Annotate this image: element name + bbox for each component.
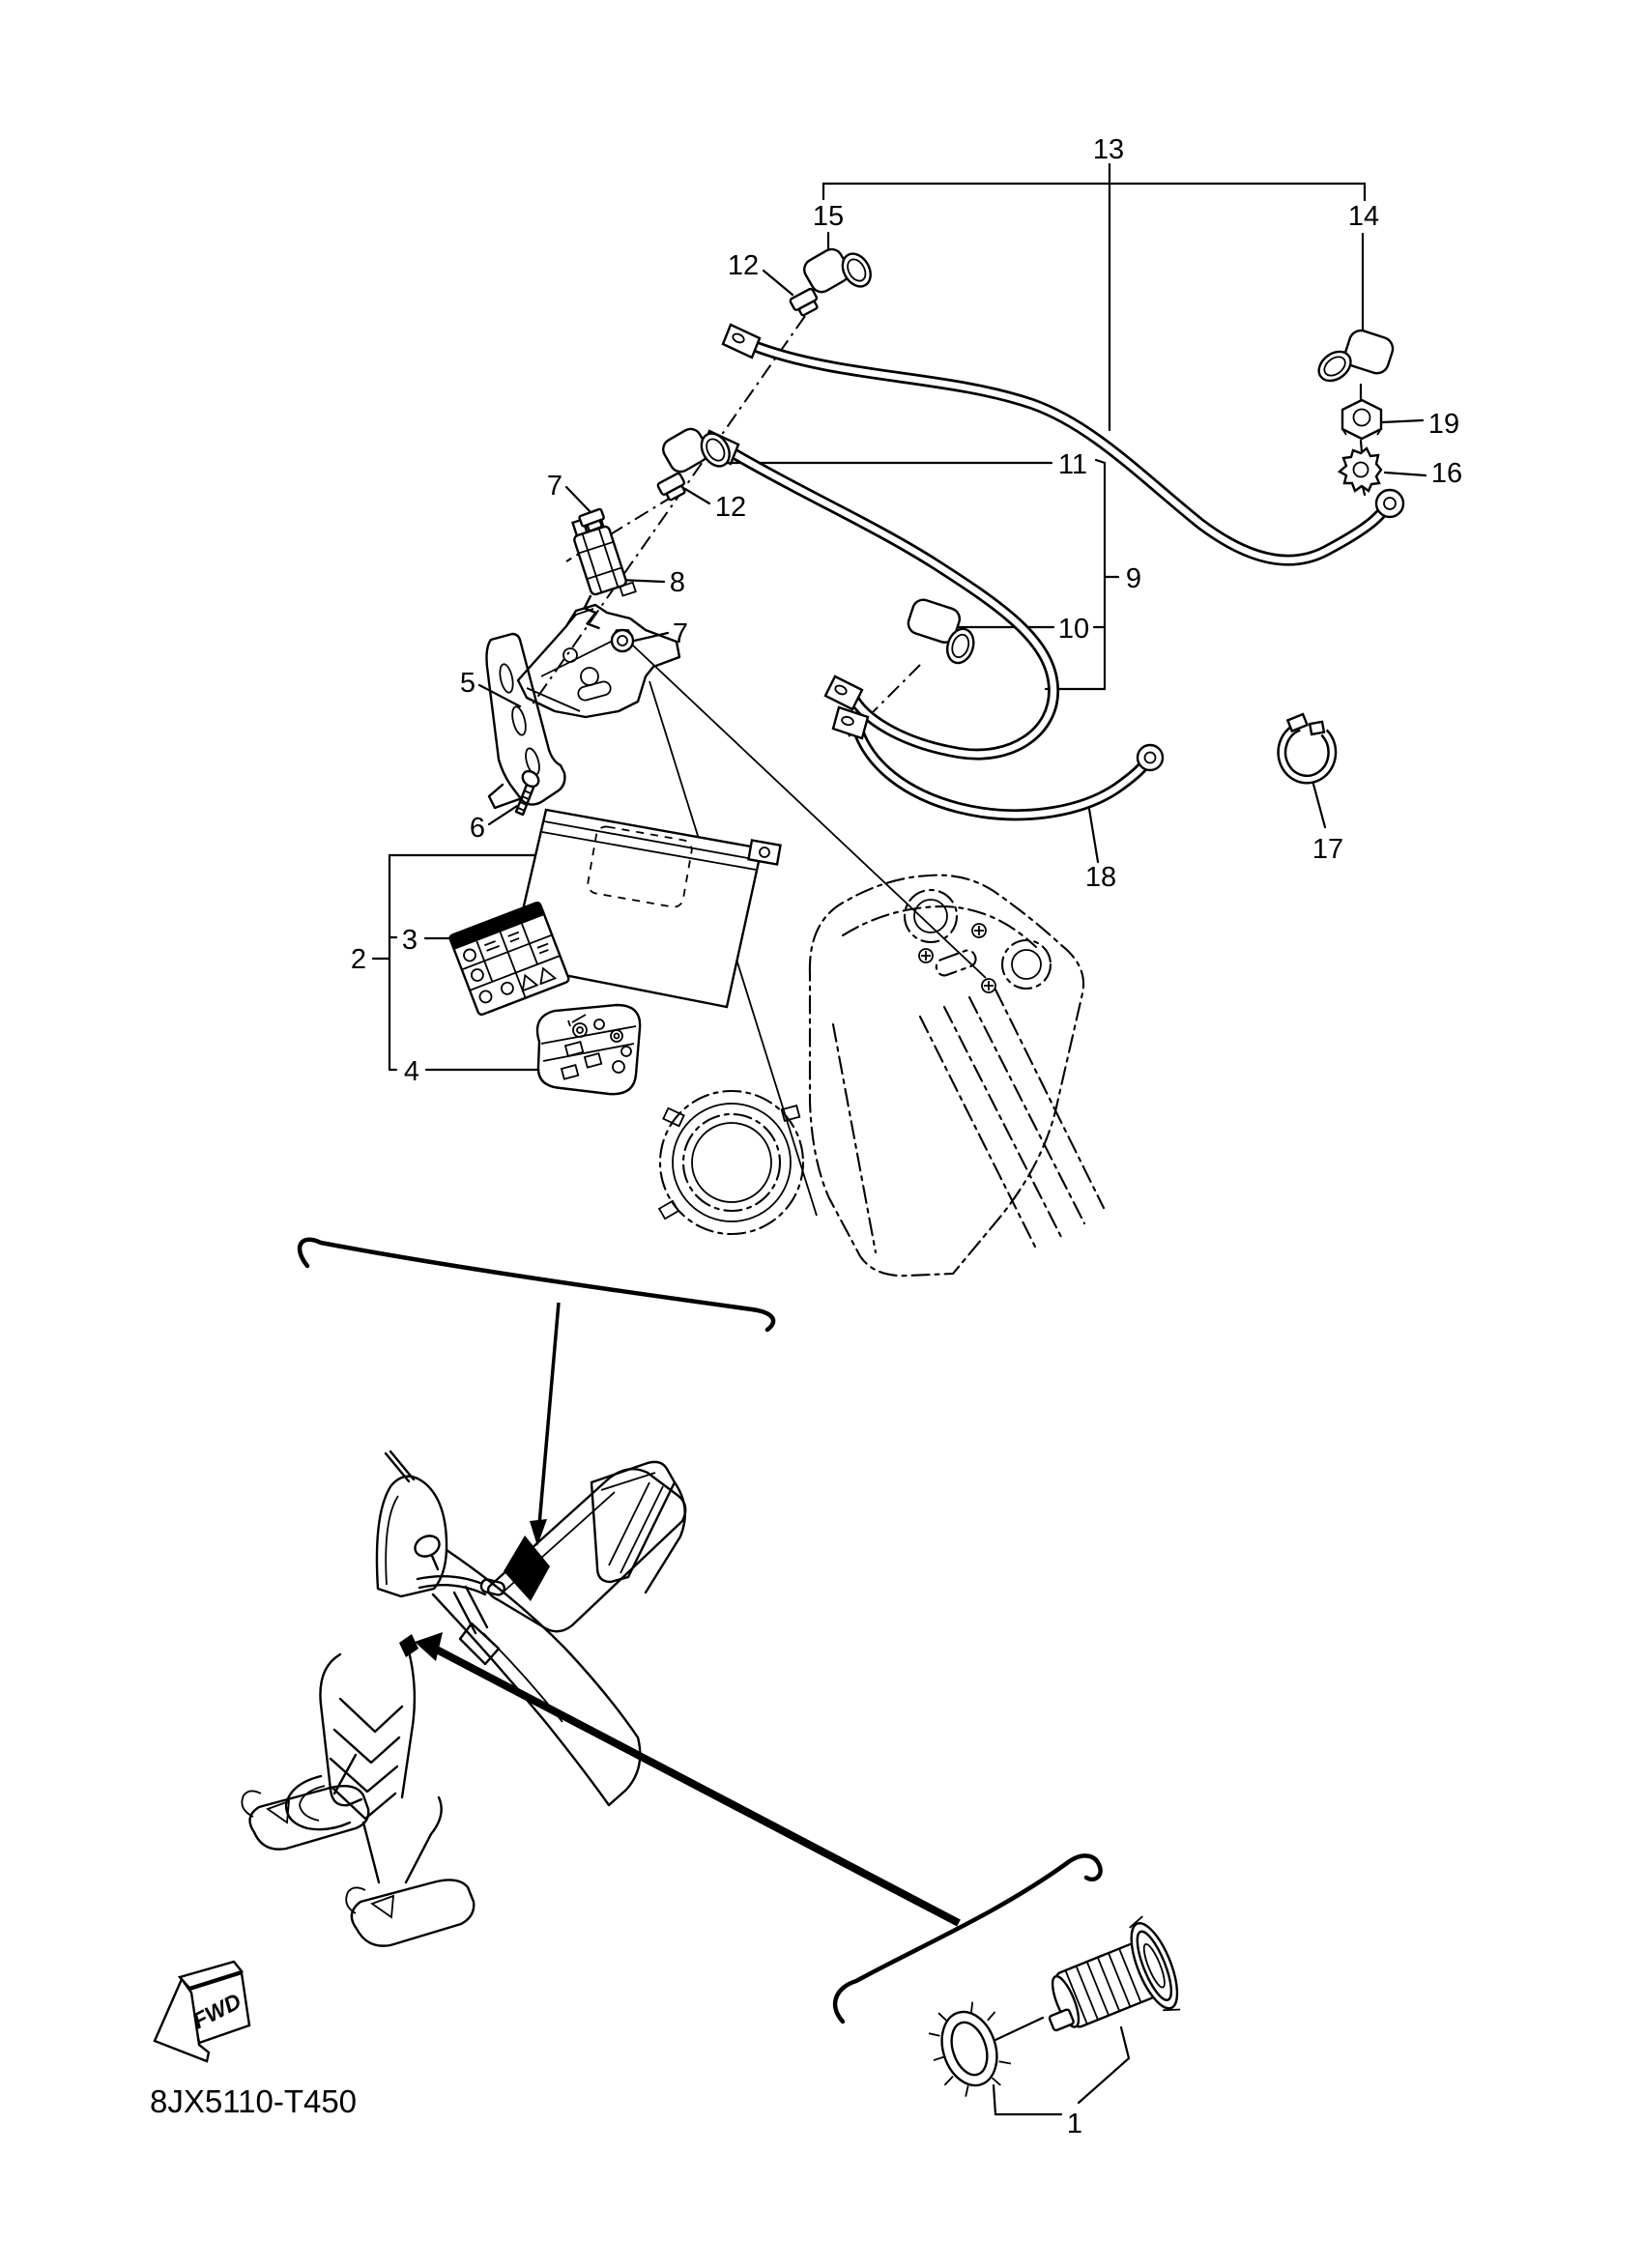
terminal-boot-10 — [901, 597, 983, 667]
outlet-location-arrow — [415, 1632, 959, 1923]
outlet-ring-nut-1 — [920, 1996, 1017, 2103]
callout-12-lower: 12 — [714, 492, 747, 523]
callout-1: 1 — [1066, 2109, 1083, 2139]
fuel-filler-ring — [659, 1091, 803, 1234]
nut-12-upper — [790, 288, 822, 318]
clamp-17 — [1282, 714, 1332, 779]
flange-nut-7-lower — [612, 630, 633, 651]
nut-19 — [1342, 400, 1381, 439]
cable-13-ring-terminal — [1376, 490, 1403, 517]
callout-15: 15 — [812, 201, 845, 232]
callout-7-upper: 7 — [546, 471, 563, 502]
snowmobile-illustration — [242, 1451, 685, 1946]
callout-2: 2 — [350, 944, 367, 975]
accessory-outlet-1 — [1027, 1913, 1189, 2056]
callout-9: 9 — [1125, 563, 1142, 594]
callout-19: 19 — [1427, 409, 1460, 440]
terminal-boot-14 — [1309, 320, 1396, 403]
cable-18-ring-terminal — [1138, 745, 1163, 770]
callout-7-lower: 7 — [672, 618, 689, 649]
callout-labels — [351, 134, 1462, 2139]
callout-12-upper: 12 — [727, 250, 760, 281]
cable-13-flag-terminal — [723, 325, 760, 358]
positive-cable-13 — [723, 325, 1403, 560]
fwd-arrow — [155, 1962, 249, 2061]
frame-screw-icon — [919, 924, 995, 992]
outlet-location — [399, 1634, 418, 1657]
callout-17: 17 — [1312, 834, 1344, 865]
callout-3: 3 — [401, 925, 418, 956]
callout-13: 13 — [1092, 134, 1125, 165]
callout-6: 6 — [469, 813, 486, 844]
screw-6 — [516, 768, 541, 815]
right-ski — [352, 1880, 474, 1945]
hardware-bag — [537, 1005, 640, 1094]
callout-14: 14 — [1347, 201, 1380, 232]
callout-5: 5 — [459, 668, 476, 699]
label-location-arrow — [530, 1303, 559, 1546]
lock-washer-16 — [1340, 448, 1381, 491]
callout-lines — [373, 164, 1426, 2114]
callout-10: 10 — [1057, 614, 1090, 645]
callout-4: 4 — [403, 1056, 420, 1087]
divider-upper — [300, 1240, 773, 1330]
callout-18: 18 — [1084, 862, 1117, 893]
callout-16: 16 — [1430, 458, 1463, 489]
callout-11: 11 — [1057, 449, 1088, 480]
callout-8: 8 — [669, 567, 686, 598]
part-code: 8JX5110-T450 — [150, 2083, 358, 2119]
battery-terminal — [748, 841, 780, 865]
nut-12-lower — [657, 473, 689, 502]
warning-label-location — [504, 1536, 550, 1601]
handlebar — [418, 1576, 487, 1594]
battery-lead-9 — [702, 431, 1053, 755]
fwd-arrow-label: FWD — [188, 1988, 245, 2034]
